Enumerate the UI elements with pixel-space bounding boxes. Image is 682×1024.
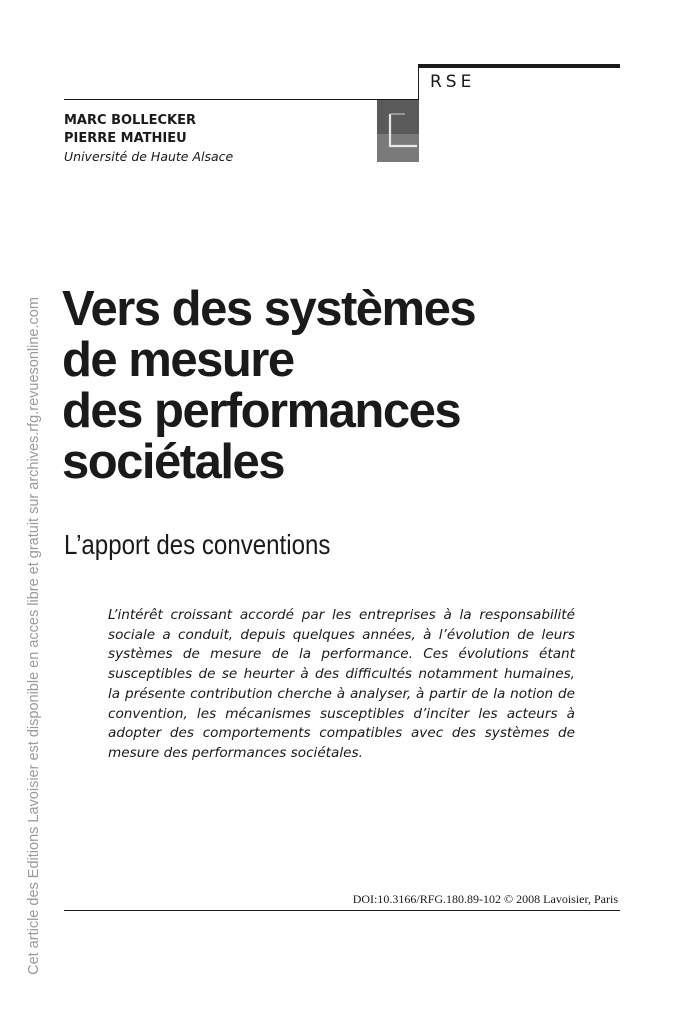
author-header-rule [64,99,419,100]
footer-rule [64,910,620,911]
section-label: RSE [430,72,476,92]
title-line: des performances [62,384,461,438]
section-top-rule [418,64,620,68]
vertical-watermark: Cet article des Editions Lavoisier est disponible en acces libre et gratuit sur archives.rfg.revuesonline.com [26,297,42,975]
title-line: de mesure [62,333,294,387]
article-title [62,284,622,488]
journal-logo-icon [377,100,419,162]
section-vertical-rule [418,64,419,100]
title-line: sociétales [62,435,284,489]
author-name: MARC BOLLECKER [64,113,196,128]
author-affiliation: Université de Haute Alsace [64,149,234,164]
title-line: Vers des systèmes [62,282,476,336]
article-subtitle: L’apport des conventions [64,529,331,560]
article-abstract: L’intérêt croissant accordé par les entreprises à la responsabilité sociale a conduit, depuis quelques années, à l’évolution de leurs systèmes de mesure de la performance. Ces évolutions étant susceptibles de se heurter à des difficultés notamment humaines, la présente contribution cherche à analyser, à partir de la notion de convention, les mécanismes susceptibles d’inciter les acteurs à adopter des comportements compatibles avec des systèmes de mesure des performances sociétales. [108,607,575,761]
author-name: PIERRE MATHIEU [64,131,187,146]
author-block [64,112,364,165]
doi-copyright: DOI:10.3166/RFG.180.89-102 © 2008 Lavoisier, Paris [352,892,618,906]
